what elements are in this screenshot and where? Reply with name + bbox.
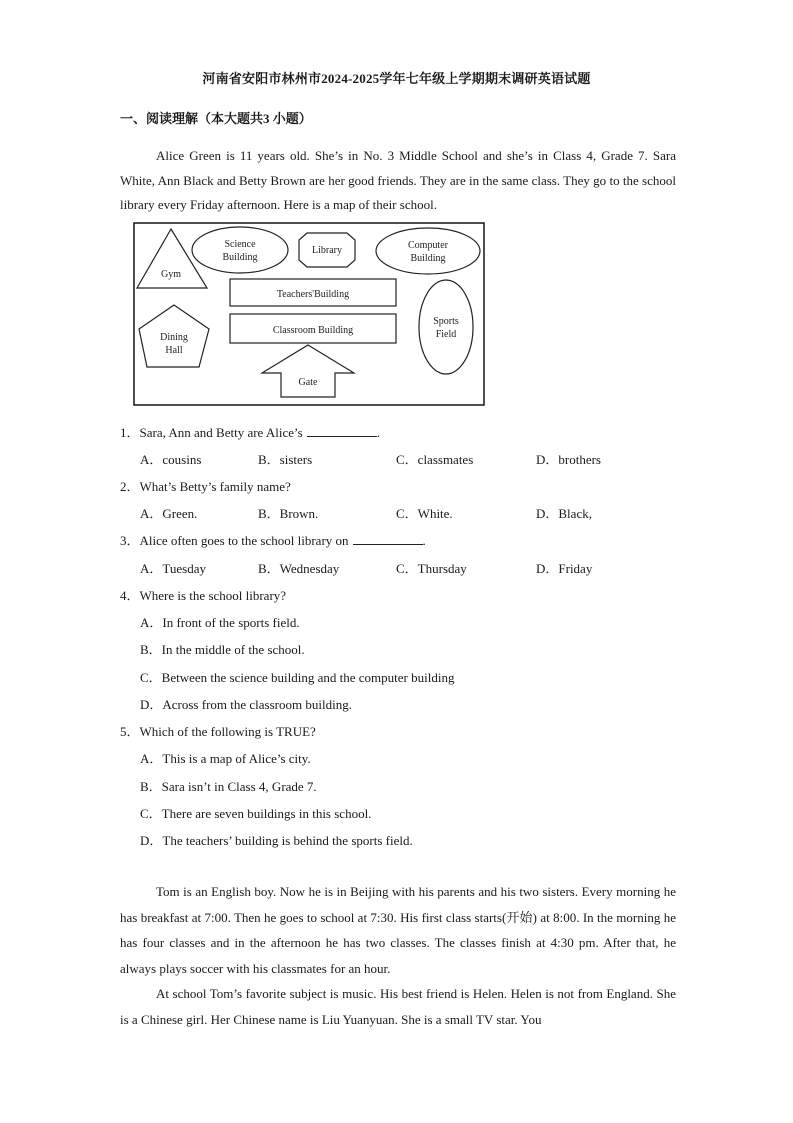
answer-blank	[353, 533, 423, 545]
answer-blank	[307, 425, 377, 437]
option-c: C．There are seven buildings in this school.	[140, 806, 372, 821]
question-1	[120, 422, 380, 441]
gym-label: Gym	[161, 269, 181, 280]
option-d: D．Black,	[536, 506, 592, 521]
science-label-2: Building	[222, 252, 258, 263]
passage-2-paragraph-2: At school Tom’s favorite subject is music. His best friend is Helen. Helen is not from England. She is a Chinese girl. Her Chinese name is Liu Yuanyuan. She is a small TV star. You	[120, 986, 676, 1027]
science-building-shape	[192, 227, 288, 273]
question-2-options	[140, 503, 660, 521]
passage-1: Alice Green is 11 years old. She’s in No. 3 Middle School and she’s in Class 4, Grade 7. Sara White, Ann Black and Betty Brown are her good friends. They are in the same class. They go to the school library every Friday afternoon. Here is a map of their school.	[120, 148, 676, 212]
option-d: D．Across from the classroom building.	[140, 697, 352, 712]
sports-label-1: Sports	[433, 316, 459, 327]
option-d: D．The teachers’ building is behind the sports field.	[140, 833, 413, 848]
option-d: D．Friday	[536, 561, 593, 576]
library-label: Library	[312, 245, 342, 256]
question-1-stem: 1．Sara, Ann and Betty are Alice’s	[120, 425, 303, 440]
question-1-options	[140, 449, 660, 467]
option-b: B．Sara isn’t in Class 4, Grade 7.	[140, 779, 317, 794]
teachers-label: Teachers'Building	[276, 289, 350, 300]
school-map	[133, 221, 485, 407]
question-3-options	[140, 558, 660, 576]
option-a: A．In front of the sports field.	[140, 615, 300, 630]
question-3-stem: 3．Alice often goes to the school library on	[120, 533, 349, 548]
option-a: A．Tuesday	[140, 561, 206, 576]
classroom-label: Classroom Building	[272, 325, 354, 336]
gate-label: Gate	[298, 377, 318, 388]
dining-label-2: Hall	[165, 345, 183, 356]
question-4: 4．Where is the school library?	[120, 588, 287, 603]
question-3-tail: .	[422, 533, 426, 548]
option-b: B．sisters	[258, 452, 313, 467]
option-c: C．Thursday	[396, 561, 467, 576]
science-label-1: Science	[224, 239, 256, 250]
option-b: B．In the middle of the school.	[140, 642, 305, 657]
dining-label-1: Dining	[160, 332, 188, 343]
option-a: A．This is a map of Alice’s city.	[140, 751, 311, 766]
gate-shape	[262, 345, 354, 397]
option-b: B．Wednesday	[258, 561, 340, 576]
question-1-tail: .	[376, 425, 380, 440]
section-heading: 一、阅读理解（本大题共3 小题）	[120, 111, 312, 126]
option-a: A．cousins	[140, 452, 202, 467]
sports-label-2: Field	[435, 329, 457, 340]
option-c: C．classmates	[396, 452, 474, 467]
question-2: 2．What’s Betty’s family name?	[120, 479, 291, 494]
computer-building-shape	[376, 228, 480, 274]
question-5: 5．Which of the following is TRUE?	[120, 724, 316, 739]
option-d: D．brothers	[536, 452, 601, 467]
computer-label-1: Computer	[408, 240, 448, 251]
option-a: A．Green.	[140, 506, 198, 521]
option-b: B．Brown.	[258, 506, 319, 521]
sports-field-shape	[419, 280, 473, 374]
page-title: 河南省安阳市林州市2024-2025学年七年级上学期期末调研英语试题	[202, 71, 591, 86]
question-3	[120, 530, 426, 549]
passage-2-paragraph-1: Tom is an English boy. Now he is in Beijing with his parents and his two sisters. Every morning he has breakfast at 7:00. Then he goes to school at 7:30. His first class starts(开始) at 8:00. In the morning he has four classes and in the afternoon he has two classes. The classes finish at 4:30 pm. After that, he always plays soccer with his classmates for an hour.	[120, 884, 676, 976]
option-c: C．White.	[396, 506, 453, 521]
computer-label-2: Building	[410, 253, 446, 264]
option-c: C．Between the science building and the computer building	[140, 670, 455, 685]
